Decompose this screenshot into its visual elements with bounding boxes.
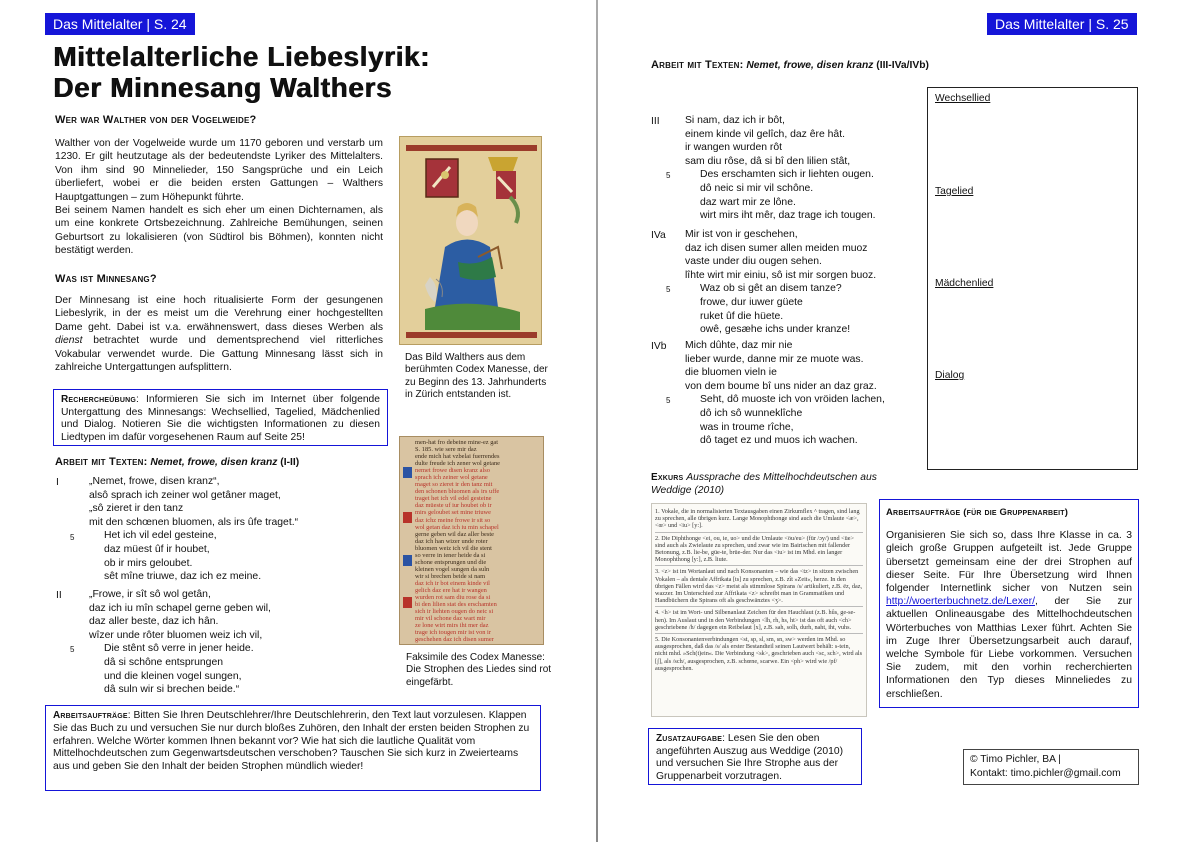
verse: mit den schœnen bluomen, als irs ûfe traget.“: [89, 516, 299, 528]
excerpt-rule-3: 3. <z> ist im Wortanlaut und nach Konsonanten – wie das <tz> in sitzen zwischen Vokalen – als dentale Affrikata [ts] zu sprechen, z.B. zît »Zeit«, herze. In den übrigen Fällen wird das <z> meist als stimmlose Spirans /s/ artikuliert, z.B. ëz, daz, wazzer. Im Unterschied zur Affrikata <z> schreibt man in Grammatiken und Handbüchern die Spirans oft als geschwänztes <ʒ>.: [655, 566, 863, 607]
page-fold: [596, 0, 598, 842]
initial-m-red: [403, 597, 412, 608]
verse: Waz ob si gêt an disem tanze?: [700, 283, 842, 295]
facsimile-line: sich ir liehten ougen do neic si: [415, 608, 494, 616]
facsimile-line: den schonen bluomen als irs uffe: [415, 488, 500, 496]
stanza-number-4b: IVb: [651, 341, 667, 352]
facsimile-line: bi den lilien stat des erschamten: [415, 601, 497, 609]
verse: Si nam, daz ich ir bôt,: [685, 115, 785, 126]
verse: lîhte wirt mir einiu, sô ist mir sorgen buoz.: [685, 269, 877, 281]
line-number-5-stanza-2: 5: [70, 645, 75, 654]
extra-task-label: Zusatzaufgabe: [656, 733, 723, 744]
page-title: [53, 41, 430, 103]
codex-facsimile-image: [399, 436, 544, 645]
work-heading-right: Arbeit mit Texten: Nemet, frowe, disen kranz (III-IVa/IVb): [651, 59, 929, 71]
verse: Het ich vil edel gesteine,: [104, 530, 217, 542]
notes-label-maedchenlied: Mädchenlied: [935, 278, 994, 289]
verse: von dem boume bî uns nider an daz graz.: [685, 380, 877, 392]
title-line-2: Der Minnesang Walthers: [53, 72, 392, 103]
research-task-text: : Informieren Sie sich im Internet über folgende Untergattung des Minnesangs: Wechsellied, Tagelied, Mädchenlied und Dialog. Notieren Sie die wichtigsten Informationen zu diesen Liedtypen im dafür vorgesehenen Raum auf Seite 25!: [61, 394, 380, 443]
facsimile-line: sprach ich zeiner wol getane: [415, 474, 488, 482]
facsimile-line: S. 185. wie sere mir daz: [415, 446, 477, 454]
verse: dâ suln wir si brechen beide.“: [104, 684, 240, 696]
verse: ir wangen wurden rôt: [685, 142, 783, 154]
verse: Seht, dô muoste ich von vröiden lachen,: [700, 394, 885, 406]
group-tasks-heading: Arbeitsaufträge (für die Gruppenarbeit): [886, 507, 1069, 518]
facsimile-line: gerne geben wil daz aller beste: [415, 530, 494, 538]
copyright-contact: Kontakt: timo.pichler@gmail.com: [970, 768, 1121, 779]
notes-label-dialog: Dialog: [935, 370, 965, 381]
facsimile-line: schone entsprungen und die: [415, 558, 487, 566]
stanza-number-3: III: [651, 116, 660, 127]
verse: alsô sprach ich zeiner wol getâner maget,: [89, 489, 281, 501]
facsimile-line: men-hat fro debeine mine-ez gat: [415, 439, 499, 446]
section-heading-walther: Wer war Walther von der Vogelweide?: [55, 114, 257, 126]
tasks-text: : Bitten Sie Ihren Deutschlehrer/Ihre Deutschlehrerin, den Text laut vorzulesen. Klappen Sie das Buch zu und versuchen Sie nur durch bloßes Zuhören, den Inhalt der ersten beiden Strophen zu erfahren. Welche Wörter kommen Ihnen bekannt vor? Wie hat sich die lautliche Qualität vom Mittelhochdeutschen zum Gegenwartsdeutschen verschoben? Tauschen Sie sich kurz in Zweierteams aus und geben Sie den Inhalt der beiden Strophen mündlich wieder!: [53, 710, 530, 773]
facsimile-line: daz ich ir bot einem kinde vil: [415, 579, 490, 587]
facsimile-line: daz ich han wizer unde roter: [415, 537, 488, 545]
facsimile-line: dulte freude ich zener wol getane: [415, 460, 500, 468]
verse: Die stênt sô verre in jener heide.: [104, 643, 254, 655]
walther-portrait-illustration: [400, 137, 543, 346]
minnesang-definition: Der Minnesang ist eine hoch ritualisierte Form der gesungenen Liebeslyrik, in der es meist um die Verehrung einer hochgestellten Dame geht. Dabei ist v.a. erwähnenswert, dass dieses Werben als dienst betrachtet wurde und dementsprechend viel ritterliches Vokabular verwendet wurde. Die Gattung Minnesang lässt sich in zahlreiche Untergattungen aufsplittern.: [55, 295, 383, 373]
verse: dâ si schône entsprungen: [104, 656, 224, 668]
extra-task-box: [648, 728, 862, 785]
verse: daz ich disen sumer allen meiden muoz: [685, 242, 868, 254]
verse: daz ich iu mîn schapel gerne geben wil,: [89, 602, 271, 614]
verse: daz aller beste, daz ich hân.: [89, 616, 219, 628]
verse: sêt mîne triuwe, daz ich ez meine.: [104, 571, 262, 583]
verse: ruket ûf die hüete.: [700, 310, 784, 322]
facsimile-line: so verre in iener heide da si: [415, 551, 486, 559]
facsimile-line: nemet frowe disen kranz also: [415, 467, 490, 475]
lexer-dictionary-link[interactable]: http://woerterbuchnetz.de/Lexer/: [886, 596, 1036, 608]
stanza-2: [89, 588, 271, 697]
research-task-box: [53, 389, 388, 446]
verse: was in troume rîche,: [700, 421, 794, 433]
group-tasks-box: [879, 499, 1139, 708]
group-tasks-text: Organisieren Sie sich so, dass Ihre Klasse in ca. 3 gleich große Gruppen aufgeteilt ist. Jede Gruppe übersetzt gemeinsam eine der drei Strophen auf dieser Seite. Für Ihre Übersetzung wird Ihnen folgender Internetlink sicher von Nutzen sein http://woerterbuchnetz.de/Lexer/, der Sie zur aktuellen Onlineausgabe des Mittelhochdeutschen Wörterbuches von Matthias Lexer führt. Achten Sie im Zuge Ihrer Übersetzungsarbeit auch darauf, welche Symbole für Liebe vorkommen. Versuchen Sie zudem, mit den vorhin recherchierten Informationen den Typ dieses Minneliedes zu erschließen.: [886, 530, 1132, 700]
facsimile-line: gelich daz ere hat ir wangen: [415, 586, 487, 594]
facsimile-line: maget so zieret ir den tanz mit: [415, 481, 493, 489]
excerpt-rule-4: 4. <h> ist im Wort- und Silbenanlaut Zeichen für den Hauchlaut (z.B. hûs, ge-se-hen). Im Auslaut und in den Verbindungen <lh, rh, hs, ht> ist das oft auch <ch> geschriebene /h/ dagegen ein Reibelaut [x], z.B. sah, solh, durh, naht, iht, vuhs.: [655, 607, 863, 634]
excerpt-rule-5: 5. Die Konsonantenverbindungen <st, sp, sl, sm, sn, sw> werden im Mhd. so ausgesprochen, daß das /s/ als erster Bestandteil seinen Lautwert behält: s-tein, nicht mhd. »Sch(t)ein«. Die Verbindung <sk>, geschrieben auch <sc, sch>, wird als [ʃ], als /sch/, ausgesprochen, z.B. schœne, scarwe. Ein <ph> wird wie /pf/ ausgesprochen.: [655, 636, 862, 672]
initial-s-blue: [403, 555, 412, 566]
line-number-5-stanza-4b: 5: [666, 396, 671, 405]
line-number-5-stanza-1: 5: [70, 533, 75, 542]
facsimile-line: mirs geloubet set mine triuwe: [415, 509, 491, 517]
genre-notes-box[interactable]: [927, 87, 1138, 470]
facsimile-line: ze lone wirt mirs iht mer daz: [415, 622, 489, 630]
portrait-caption: Das Bild Walthers aus dem berühmten Codex Manesse, der zu Beginn des 13. Jahrhunderts in Zürich entstanden ist.: [405, 352, 548, 400]
stanza-3: [685, 114, 876, 223]
verse: lieber wurde, danne mir ze muote was.: [685, 353, 864, 365]
work-heading-left: Arbeit mit Texten: Nemet, frowe, disen kranz (I-II): [55, 456, 300, 468]
facsimile-line: daz müeste uf iur houbet ob ir: [415, 502, 492, 510]
weddige-excerpt-image: [651, 503, 867, 717]
verse: dô neic si mir vil schône.: [700, 182, 814, 194]
verse: dô ich sô wunneklîche: [700, 407, 803, 419]
stanza-4b: [685, 339, 885, 448]
line-number-5-stanza-4a: 5: [666, 285, 671, 294]
verse: owê, gesæhe ichs under kranze!: [700, 324, 851, 336]
page-badge-right: Das Mittelalter | S. 25: [987, 13, 1137, 35]
page-badge-left: Das Mittelalter | S. 24: [45, 13, 195, 35]
line-number-5-stanza-3: 5: [666, 171, 671, 180]
verse: vaste under diu ougen sehen.: [685, 256, 822, 268]
notes-label-tagelied: Tagelied: [935, 186, 974, 197]
facsimile-text: [404, 439, 541, 643]
facsimile-line: wol getan daz ich iu min schapel: [415, 523, 499, 531]
stanza-1: [89, 475, 298, 584]
stanza-number-2: II: [56, 590, 62, 601]
title-line-1: Mittelalterliche Liebeslyrik:: [53, 41, 430, 72]
facsimile-line: bluomen weiz ich vil die stent: [415, 544, 492, 552]
facsimile-line: mir vil schone daz wart mir: [415, 615, 486, 623]
verse: Des erschamten sich ir liehten ougen.: [700, 169, 874, 181]
excerpt-rule-1: 1. Vokale, die in normalisierten Textausgaben einen Zirkumflex ^ tragen, sind lang zu sprechen, alle übrigen kurz. Lange Monophthonge sind auch die Umlaute <æ>, <œ> und <iu> [y:].: [655, 506, 863, 533]
stanza-number-1: I: [56, 477, 59, 488]
walther-portrait-image: [399, 136, 542, 345]
walther-bio-p2: Bei seinem Namen handelt es sich eher um einen Dichternamen, als um eine konkrete Ortsbezeichnung. Zahlreiche Bemühungen, seinen Geburtsort zu lokalisieren (von Südtirol bis Böhmen), konnten nicht bestätigt werden.: [55, 204, 383, 256]
facsimile-line: daz ichz meine frowe ir sit so: [415, 516, 491, 524]
verse: frowe, dur iuwer güete: [700, 296, 803, 308]
walther-bio-p1: Walther von der Vogelweide wurde um 1170 geboren und verstarb um 1230. Er gilt heutzutage als der bedeutendste Lyriker des Mittelalters. Von ihm sind 90 Minnelieder, 150 Sangsprüche und ein Leich überliefert, wobei er die beiden ersten Gattungen – Walthers Hauptgattungen – zum Höhepunkt führte.: [55, 138, 383, 203]
section-heading-minnesang: Was ist Minnesang?: [55, 273, 157, 285]
facsimile-line: ende mich hat vzbelai fuerrendes: [415, 453, 500, 461]
verse: Mir ist von ir geschehen,: [685, 229, 798, 240]
facsimile-line: wir si brechen beide si nam: [415, 572, 486, 580]
extra-task-text: : Lesen Sie den oben angeführten Auszug aus Weddige (2010) und versuchen Sie Ihre Strophe aus der Gruppenarbeit vorzutragen.: [656, 733, 844, 782]
verse: „Nemet, frowe, disen kranz“,: [89, 476, 220, 487]
notes-label-wechsellied: Wechsellied: [935, 93, 991, 104]
walther-bio: [55, 137, 383, 257]
verse: einem kinde vil gelîch, daz êre hât.: [685, 128, 845, 140]
verse: Mich dûhte, daz mir nie: [685, 340, 793, 351]
tasks-box: [45, 705, 541, 791]
facsimile-line: geschehen daz ich disen sumer: [415, 636, 494, 644]
term-dienst: dienst: [55, 335, 83, 347]
stanza-4a: [685, 228, 876, 337]
facsimile-line: wurden rot sam diu rose da si: [415, 594, 491, 602]
verse: „sô zieret ir den tanz: [89, 503, 184, 515]
facsimile-caption: Faksimile des Codex Manesse: Die Strophen des Liedes sind rot eingefärbt.: [406, 652, 552, 688]
stanza-number-4a: IVa: [651, 230, 666, 241]
verse: „Frowe, ir sît sô wol getân,: [89, 589, 211, 600]
initial-f-red: [403, 512, 412, 523]
verse: wirt mirs iht mêr, daz trage ich tougen.: [700, 210, 876, 222]
verse: die bluomen vieln ie: [685, 367, 777, 379]
research-task-label: Rechercheübung: [61, 394, 136, 405]
verse: dô taget ez und muos ich wachen.: [700, 435, 858, 447]
facsimile-line: kleinen vogel sungen da suln: [415, 565, 490, 573]
verse: sam diu rôse, dâ si bî den lilien stât,: [685, 155, 851, 167]
copyright-box: [963, 749, 1139, 785]
initial-n-blue: [403, 467, 412, 478]
excerpt-rule-2: 2. Die Diphthonge <ei, ou, ie, uo> und die Umlaute <öu/eu> (für /ɔy/) und <üe> sind auch als Zwielaute zu sprechen, und zwar wie im Bairischen mit fallender Betonung, z.B. lie-be, güe-te, brüe-der. Nur das <iu> ist im Mhd. ein langer Monophthong [y:], z.B. liute.: [655, 533, 863, 567]
facsimile-line: trage ich tougen mir ist von ir: [415, 629, 491, 637]
verse: daz müest ûf ir houbet,: [104, 543, 210, 555]
verse: wîzer unde rôter bluomen weiz ich vil,: [89, 629, 263, 641]
verse: ob ir mirs geloubet.: [104, 557, 193, 569]
tasks-label: Arbeitsaufträge: [53, 710, 128, 721]
verse: und die kleinen vogel sungen,: [104, 670, 242, 682]
verse: daz wart mir ze lône.: [700, 196, 796, 208]
facsimile-line: traget het ich vil edel gesteine: [415, 495, 492, 503]
excursus-heading: Exkurs Aussprache des Mittelhochdeutschen aus Weddige (2010): [651, 472, 877, 496]
copyright-author: © Timo Pichler, BA |: [970, 754, 1061, 765]
